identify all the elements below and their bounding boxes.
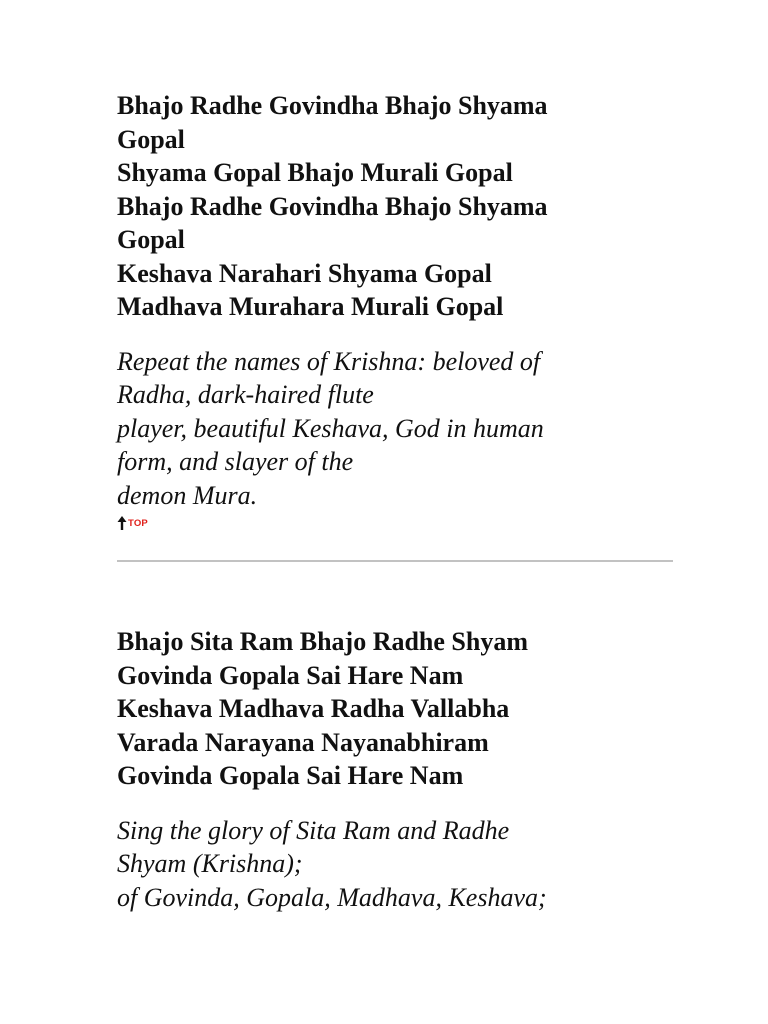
translation-line: player, beautiful Keshava, God in human — [117, 413, 544, 443]
bhajan-section-2 — [117, 625, 677, 914]
verse-line: Govinda Gopala Sai Hare Nam — [117, 660, 464, 690]
arrow-up-icon — [117, 516, 127, 530]
verse-line: Bhajo Radhe Govindha Bhajo Shyama — [117, 91, 548, 120]
section-divider — [117, 560, 673, 562]
verse-translation — [117, 814, 677, 915]
translation-line: Sing the glory of Sita Ram and Radhe — [117, 815, 510, 845]
back-to-top-label: TOP — [128, 517, 148, 529]
translation-line: of Govinda, Gopala, Madhava, Keshava; — [117, 882, 547, 912]
verse-line: Bhajo Sita Ram Bhajo Radhe Shyam — [117, 627, 529, 656]
back-to-top-link[interactable] — [117, 515, 148, 531]
translation-line: demon Mura. — [117, 480, 258, 510]
translation-line: Radha, dark-haired flute — [117, 380, 374, 409]
verse-line: Varada Narayana Nayanabhiram — [117, 727, 489, 757]
verse-line: Bhajo Radhe Govindha Bhajo Shyama — [117, 191, 548, 221]
verse-line: Gopal — [117, 124, 185, 154]
verse-line: Keshava Madhava Radha Vallabha — [117, 694, 510, 723]
bhajan-section-1 — [117, 89, 677, 535]
verse-line: Madhava Murahara Murali Gopal — [117, 292, 504, 321]
verse-line: Gopal — [117, 225, 185, 254]
translation-line: Shyam (Krishna); — [117, 849, 303, 878]
spacer — [117, 793, 677, 814]
verse-line: Shyama Gopal Bhajo Murali Gopal — [117, 158, 513, 187]
verse-line: Govinda Gopala Sai Hare Nam — [117, 761, 464, 790]
translation-line: form, and slayer of the — [117, 447, 354, 476]
translation-line: Repeat the names of Krishna: beloved of — [117, 346, 541, 376]
verse-translation — [117, 345, 677, 513]
bhajan-verse — [117, 89, 677, 324]
bhajan-verse — [117, 625, 677, 793]
verse-line: Keshava Narahari Shyama Gopal — [117, 258, 492, 288]
spacer — [117, 324, 677, 345]
